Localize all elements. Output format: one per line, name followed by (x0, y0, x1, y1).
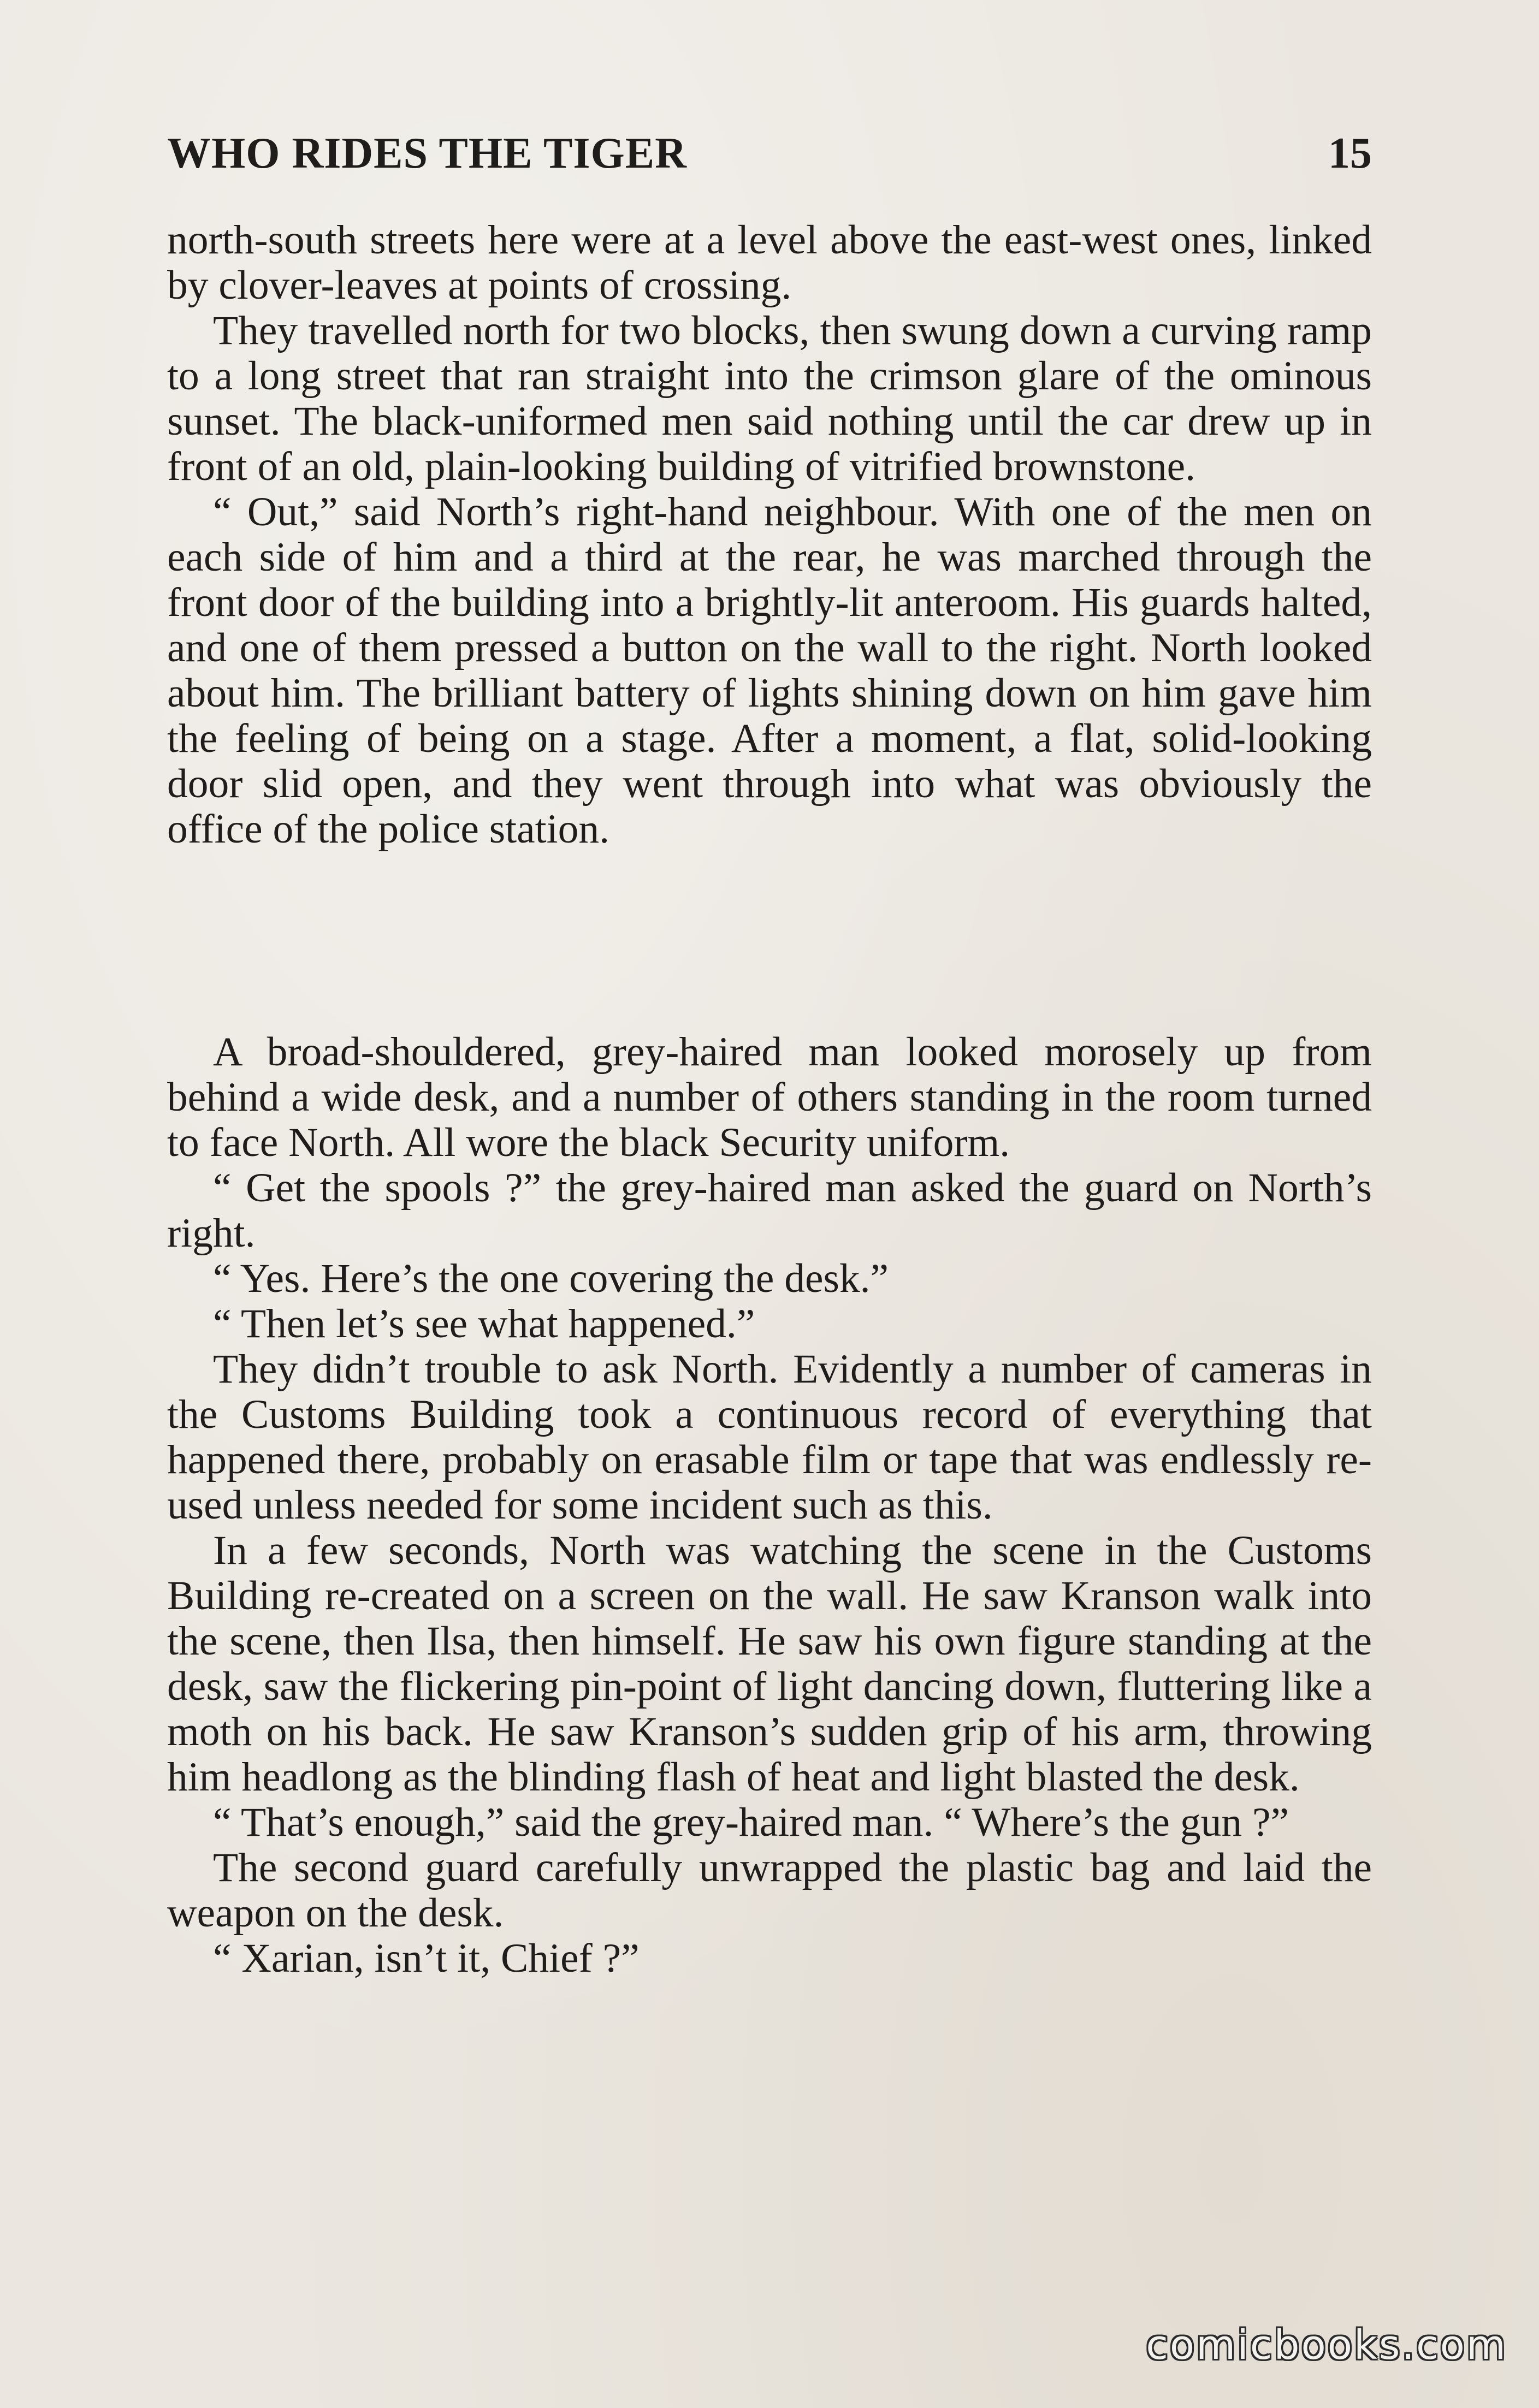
paragraph: “ That’s enough,” said the grey-haired man. “ Where’s the gun ?” (213, 1800, 1289, 1845)
paragraph: “ Get the spools ?” the grey-haired man asked the guard on North’s right. (167, 1165, 1372, 1256)
paragraph: In a few seconds, North was watching the scene in the Customs Building re-created on a screen on the wall. He saw Kranson walk into the scene, then Ilsa, then himself. He saw his own figure standing at the desk, saw the flickering pin-point of light dancing down, fluttering like a moth on his back. He saw Kranson’s sudden grip of his arm, throwing him headlong as the blinding flash of heat and light blasted the desk. (167, 1528, 1372, 1800)
paragraph: “ Then let’s see what happened.” (213, 1301, 755, 1347)
paragraph: They travelled north for two blocks, then swung down a curving ramp to a long street that ran straight into the crimson glare of the ominous sunset. The black-uniformed men said nothing until the car drew up in front of an old, plain-looking building of vitrified brownstone. (167, 308, 1372, 489)
text-section-1 (167, 217, 1372, 852)
paragraph: “ Xarian, isn’t it, Chief ?” (213, 1936, 640, 1981)
running-header (167, 123, 1372, 183)
running-title: WHO RIDES THE TIGER (167, 129, 687, 177)
page-number: 15 (1328, 129, 1372, 177)
paragraph: north-south streets here were at a level above the east-west ones, linked by clover-leaves at points of crossing. (167, 217, 1372, 308)
paragraph: A broad-shouldered, grey-haired man looked morosely up from behind a wide desk, and a number of others standing in the room turned to face North. All wore the black Security uniform. (167, 1029, 1372, 1165)
paragraph: The second guard carefully unwrapped the plastic bag and laid the weapon on the desk. (167, 1845, 1372, 1936)
text-section-2 (167, 1029, 1372, 1981)
paragraph: They didn’t trouble to ask North. Evidently a number of cameras in the Customs Building took a continuous record of everything that happened there, probably on erasable film or tape that was endlessly re-used unless needed for some incident such as this. (167, 1347, 1372, 1528)
paragraph: “ Out,” said North’s right-hand neighbour. With one of the men on each side of him and a third at the rear, he was marched through the front door of the building into a brightly-lit anteroom. His guards halted, and one of them pressed a button on the wall to the right. North looked about him. The brilliant battery of lights shining down on him gave him the feeling of being on a stage. After a moment, a flat, solid-looking door slid open, and they went through into what was obviously the office of the police station. (167, 489, 1372, 852)
watermark: comicbooks.com (1146, 2322, 1507, 2369)
paragraph: “ Yes. Here’s the one covering the desk.” (213, 1256, 889, 1301)
